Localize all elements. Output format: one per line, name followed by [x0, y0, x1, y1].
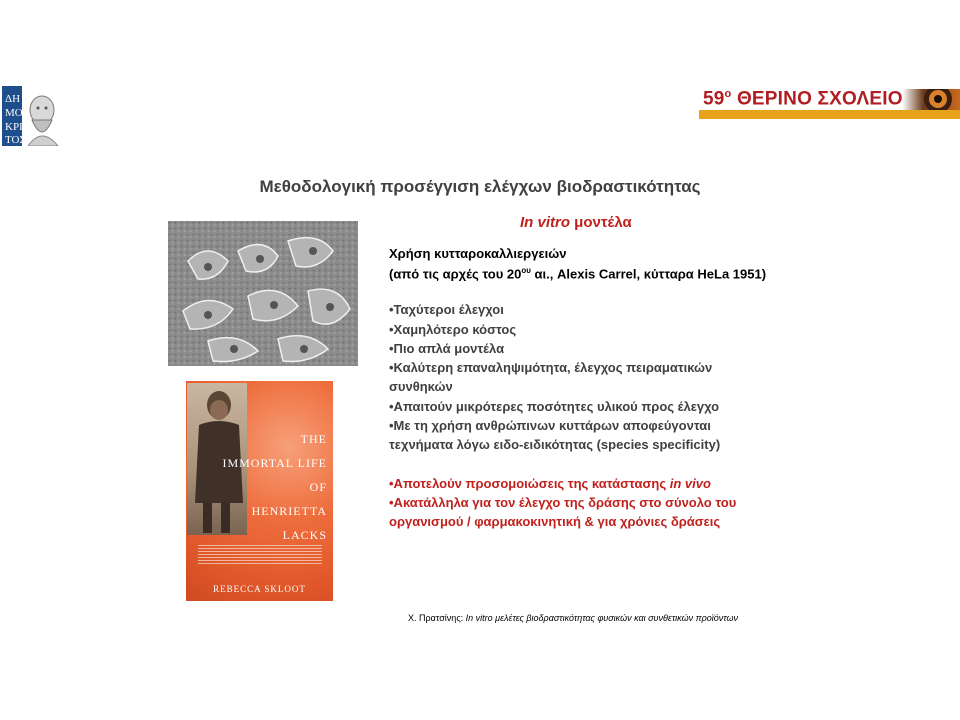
bullet-item-continued: συνθηκών [389, 379, 453, 394]
bullet-item: •Με τη χρήση ανθρώπινων κυττάρων αποφεύγονται [389, 418, 711, 433]
slide-title: Μεθοδολογική προσέγγιση ελέγχων βιοδραστικότητας [259, 177, 701, 196]
banner-title: $59^o$ ΘΕΡΙΝΟ ΣΧΟΛΕΙΟ [703, 89, 903, 110]
bullet-item: •Ταχύτεροι έλεγχοι [389, 302, 504, 317]
svg-text:ΔΗ: ΔΗ [5, 93, 21, 105]
red-bullet-item: •Ακατάλληλα για τον έλεγχο της δράσης στο σύνολο του [389, 495, 737, 510]
book-author: REBECCA SKLOOT [213, 584, 306, 594]
svg-text:ΚΡΙ: ΚΡΙ [5, 121, 23, 133]
text-heading-2: (από τις αρχές του $20^{o\upsilon}$ αι., Alexis Carrel, κύτταρα HeLa 1951) [389, 266, 767, 282]
summer-school-banner [699, 89, 960, 119]
bullet-item: •Χαμηλότερο κόστος [389, 322, 517, 337]
book-title: THE IMMORTAL LIFE OF HENRIETTA LACKS [222, 432, 327, 542]
svg-text:ΜΟ: ΜΟ [5, 107, 23, 119]
cell-culture-micrograph [168, 221, 358, 366]
bullet-item-continued: τεχνήματα λόγω ειδο-ειδικότητας (species specificity) [389, 437, 721, 452]
bullet-item: •Απαιτούν μικρότερες ποσότητες υλικού προς έλεγχο [389, 399, 720, 414]
svg-text:ΤΟΣ: ΤΟΣ [5, 134, 26, 146]
demokritos-logo [2, 86, 60, 146]
eye-icon [910, 89, 960, 110]
book-blurb-lines [198, 543, 322, 565]
bullet-item: •Καλύτερη επαναληψιμότητα, έλεγχος πειραματικών [389, 360, 713, 375]
slide-footer: Χ. Πρατσίνης: In vitro μελέτες βιοδραστικότητας φυσικών και συνθετικών προϊόντων [408, 613, 739, 623]
red-bullet-item: •Αποτελούν προσομοιώσεις της κατάστασης in vivo [389, 476, 711, 491]
text-heading-1: Χρήση κυτταροκαλλιεργειών [389, 246, 567, 261]
book-cover [186, 381, 333, 601]
slide-subtitle: In vitro μοντέλα [520, 214, 632, 231]
red-bullet-item-continued: οργανισμού / φαρμακοκινητική & για χρόνιες δράσεις [389, 514, 721, 529]
bullet-item: •Πιο απλά μοντέλα [389, 341, 505, 356]
